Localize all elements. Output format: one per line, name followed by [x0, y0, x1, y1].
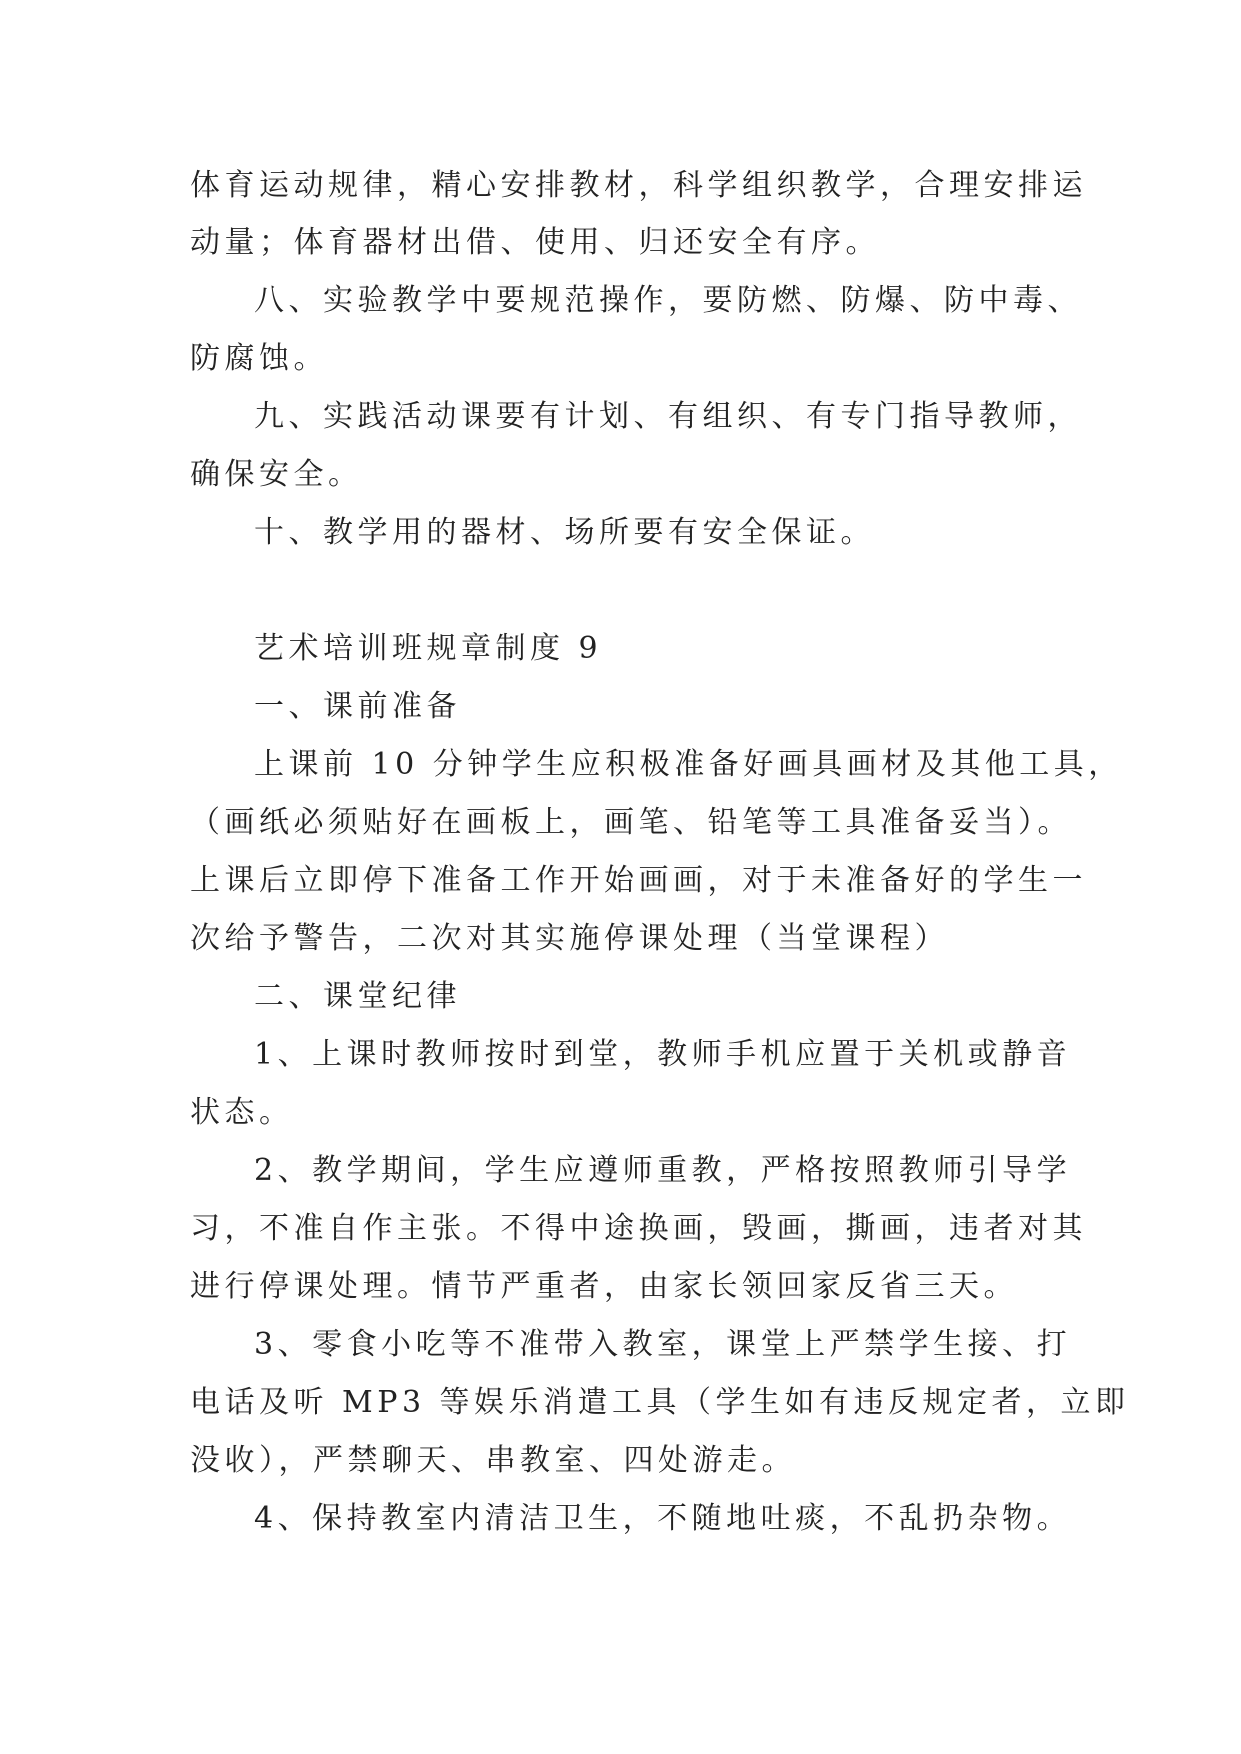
section-heading: 一、课前准备: [254, 689, 461, 724]
text-line: 上课前 10 分钟学生应积极准备好画具画材及其他工具，: [254, 747, 1123, 782]
text-line: 1、上课时教师按时到堂，教师手机应置于关机或静音: [254, 1037, 1072, 1072]
text-line: 动量；体育器材出借、使用、归还安全有序。: [190, 225, 880, 260]
section-heading: 二、课堂纪律: [254, 979, 461, 1014]
text-line: 没收），严禁聊天、串教室、四处游走。: [190, 1443, 796, 1478]
text-line: 电话及听 MP3 等娱乐消遣工具（学生如有违反规定者，立即: [190, 1385, 1130, 1420]
text-line: 体育运动规律，精心安排教材，科学组织教学，合理安排运: [190, 168, 1087, 203]
text-line: 防腐蚀。: [190, 341, 328, 376]
text-line: （画纸必须贴好在画板上，画笔、铅笔等工具准备妥当）。: [190, 805, 1072, 840]
text-line: 十、教学用的器材、场所要有安全保证。: [254, 515, 875, 550]
text-line: 状态。: [190, 1095, 294, 1130]
text-line: 上课后立即停下准备工作开始画画，对于未准备好的学生一: [190, 863, 1087, 898]
text-line: 习，不准自作主张。不得中途换画，毁画，撕画，违者对其: [190, 1211, 1087, 1246]
text-line: 3、零食小吃等不准带入教室，课堂上严禁学生接、打: [254, 1327, 1072, 1362]
text-line: 4、保持教室内清洁卫生，不随地吐痰，不乱扔杂物。: [254, 1501, 1072, 1536]
text-line: 八、实验教学中要规范操作，要防燃、防爆、防中毒、: [254, 283, 1082, 318]
text-line: 2、教学期间，学生应遵师重教，严格按照教师引导学: [254, 1153, 1072, 1188]
text-line: 确保安全。: [190, 457, 363, 492]
text-line: 次给予警告，二次对其实施停课处理（当堂课程）: [190, 921, 949, 956]
section-title: 艺术培训班规章制度 9: [254, 631, 603, 666]
text-line: 进行停课处理。情节严重者，由家长领回家反省三天。: [190, 1269, 1018, 1304]
text-line: 九、实践活动课要有计划、有组织、有专门指导教师，: [254, 399, 1082, 434]
